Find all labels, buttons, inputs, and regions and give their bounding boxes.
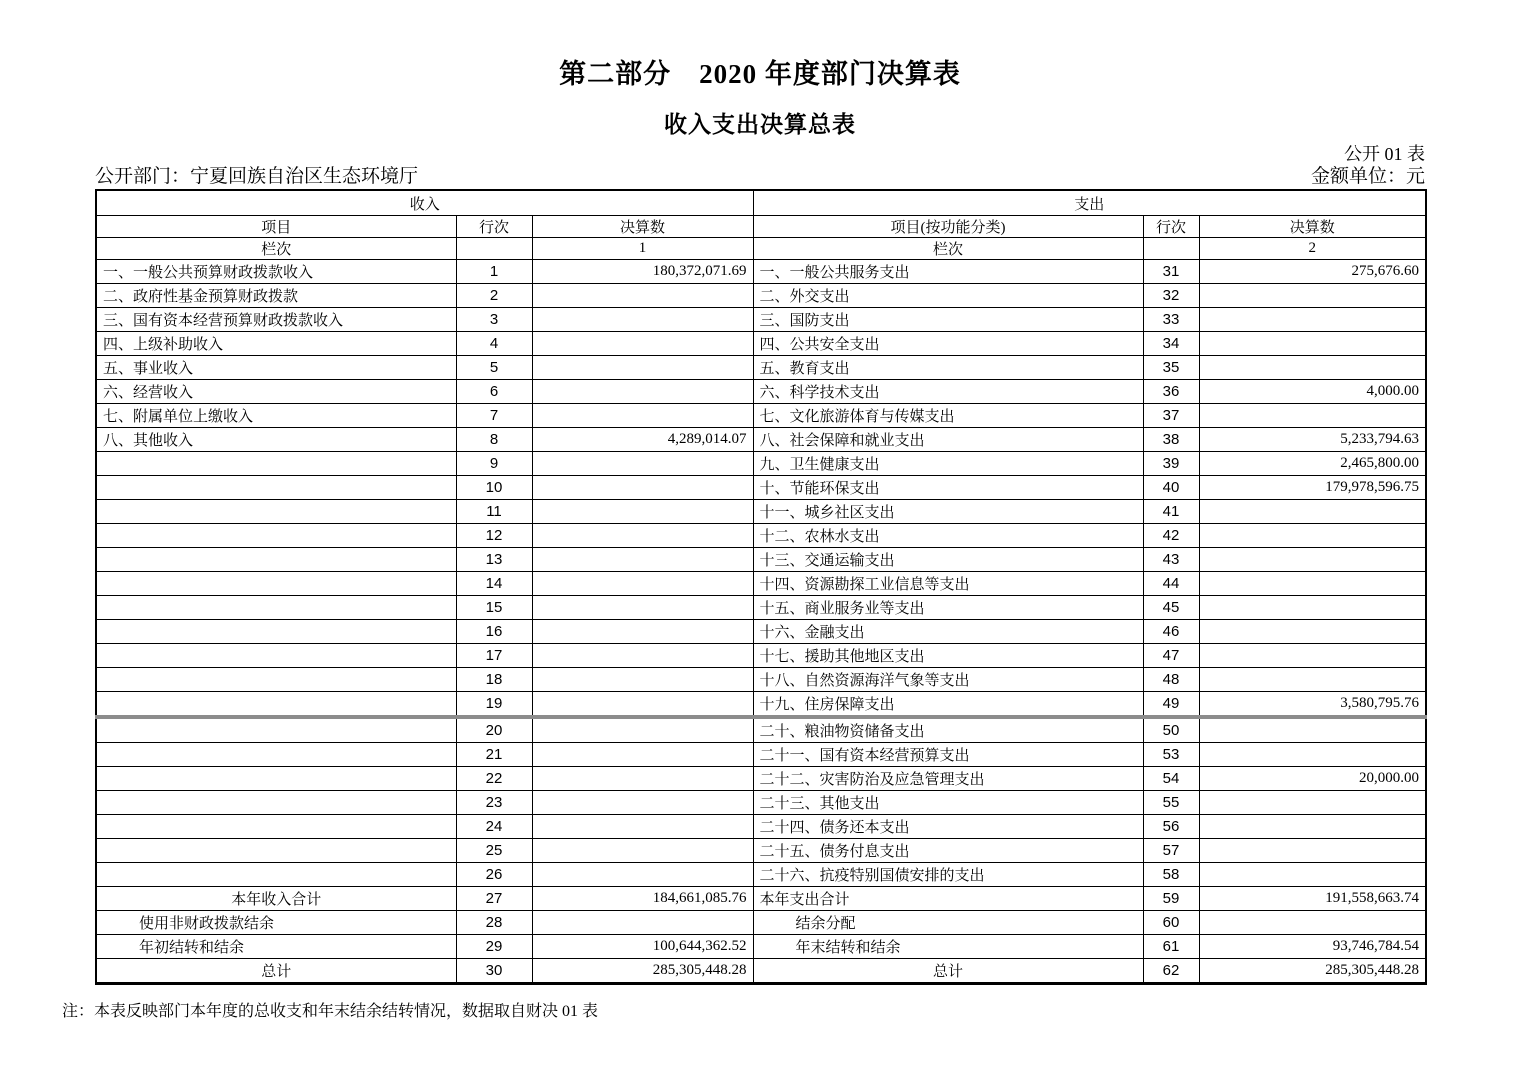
right-item-cell: 十、节能环保支出 [753, 476, 1143, 500]
left-value-cell [532, 620, 753, 644]
left-value-cell [532, 596, 753, 620]
right-value-cell: 20,000.00 [1199, 767, 1426, 791]
right-line-cell: 31 [1143, 260, 1199, 284]
right-line-cell: 37 [1143, 404, 1199, 428]
department-label: 公开部门：宁夏回族自治区生态环境厅 [95, 166, 419, 187]
left-line-cell: 11 [456, 500, 532, 524]
col-header-amount-2: 决算数 [1199, 216, 1426, 238]
right-item-cell: 二十二、灾害防治及应急管理支出 [753, 767, 1143, 791]
left-item-cell [96, 596, 456, 620]
col-header-item: 项目 [96, 216, 456, 238]
table-row [96, 356, 1426, 380]
left-item-cell [96, 863, 456, 887]
table-row [96, 644, 1426, 668]
left-value-cell [532, 500, 753, 524]
right-item-cell: 总计 [753, 959, 1143, 984]
table-row [96, 596, 1426, 620]
right-value-cell: 3,580,795.76 [1199, 692, 1426, 718]
left-item-cell: 总计 [96, 959, 456, 984]
right-item-cell: 十三、交通运输支出 [753, 548, 1143, 572]
right-value-cell [1199, 548, 1426, 572]
col-header-amount: 决算数 [532, 216, 753, 238]
table-row [96, 767, 1426, 791]
left-value-cell [532, 476, 753, 500]
right-line-cell: 60 [1143, 911, 1199, 935]
table-body [96, 260, 1426, 984]
left-item-cell [96, 791, 456, 815]
right-value-cell [1199, 839, 1426, 863]
left-line-cell: 18 [456, 668, 532, 692]
left-item-cell: 六、经营收入 [96, 380, 456, 404]
col-header-line-no: 行次 [456, 216, 532, 238]
right-value-cell [1199, 284, 1426, 308]
left-item-cell: 七、附属单位上缴收入 [96, 404, 456, 428]
column-header-row [96, 216, 1426, 238]
left-value-cell [532, 404, 753, 428]
left-line-cell: 15 [456, 596, 532, 620]
left-line-cell: 24 [456, 815, 532, 839]
right-item-cell: 八、社会保障和就业支出 [753, 428, 1143, 452]
left-value-cell [532, 284, 753, 308]
right-value-cell: 179,978,596.75 [1199, 476, 1426, 500]
left-value-cell [532, 839, 753, 863]
left-item-cell [96, 717, 456, 743]
unit-label: 金额单位：元 [1310, 166, 1425, 187]
right-line-cell: 47 [1143, 644, 1199, 668]
col-index-label: 栏次 [96, 238, 456, 260]
col-header-item-func: 项目(按功能分类) [753, 216, 1143, 238]
right-line-cell: 38 [1143, 428, 1199, 452]
left-line-cell: 23 [456, 791, 532, 815]
right-item-cell: 十一、城乡社区支出 [753, 500, 1143, 524]
right-value-cell [1199, 524, 1426, 548]
right-line-cell: 56 [1143, 815, 1199, 839]
left-line-cell: 19 [456, 692, 532, 718]
left-value-cell: 100,644,362.52 [532, 935, 753, 959]
left-line-cell: 7 [456, 404, 532, 428]
left-item-cell [96, 476, 456, 500]
right-line-cell: 44 [1143, 572, 1199, 596]
left-item-cell [96, 452, 456, 476]
left-line-cell: 20 [456, 717, 532, 743]
right-line-cell: 62 [1143, 959, 1199, 984]
right-line-cell: 59 [1143, 887, 1199, 911]
right-item-cell: 四、公共安全支出 [753, 332, 1143, 356]
right-item-cell: 十六、金融支出 [753, 620, 1143, 644]
right-value-cell [1199, 620, 1426, 644]
right-line-cell: 55 [1143, 791, 1199, 815]
left-value-cell [532, 572, 753, 596]
table-row [96, 404, 1426, 428]
table-row [96, 428, 1426, 452]
footnote: 注：本表反映部门本年度的总收支和年末结余结转情况，数据取自财决 01 表 [62, 1003, 599, 1020]
left-line-cell: 26 [456, 863, 532, 887]
left-value-cell [532, 548, 753, 572]
left-value-cell: 180,372,071.69 [532, 260, 753, 284]
right-line-cell: 50 [1143, 717, 1199, 743]
right-item-cell: 十八、自然资源海洋气象等支出 [753, 668, 1143, 692]
left-item-cell [96, 620, 456, 644]
left-line-cell: 22 [456, 767, 532, 791]
right-line-cell: 33 [1143, 308, 1199, 332]
left-line-cell: 30 [456, 959, 532, 984]
left-item-cell: 一、一般公共预算财政拨款收入 [96, 260, 456, 284]
left-value-cell [532, 692, 753, 718]
left-item-cell [96, 644, 456, 668]
left-line-cell: 9 [456, 452, 532, 476]
right-line-cell: 57 [1143, 839, 1199, 863]
left-item-cell: 使用非财政拨款结余 [96, 911, 456, 935]
right-value-cell: 191,558,663.74 [1199, 887, 1426, 911]
table-row [96, 284, 1426, 308]
right-item-cell: 三、国防支出 [753, 308, 1143, 332]
left-line-cell: 10 [456, 476, 532, 500]
left-line-cell: 3 [456, 308, 532, 332]
col-index-label-2: 栏次 [753, 238, 1143, 260]
right-item-cell: 本年支出合计 [753, 887, 1143, 911]
left-line-cell: 25 [456, 839, 532, 863]
right-value-cell [1199, 596, 1426, 620]
right-value-cell [1199, 717, 1426, 743]
right-line-cell: 35 [1143, 356, 1199, 380]
table-row [96, 452, 1426, 476]
left-value-cell [532, 717, 753, 743]
left-value-cell: 184,661,085.76 [532, 887, 753, 911]
right-item-cell: 九、卫生健康支出 [753, 452, 1143, 476]
meta-row [95, 165, 1425, 189]
left-value-cell [532, 815, 753, 839]
right-item-cell: 十九、住房保障支出 [753, 692, 1143, 718]
left-value-cell [532, 911, 753, 935]
expenditure-col-index: 2 [1199, 238, 1426, 260]
left-value-cell [532, 308, 753, 332]
left-line-cell: 1 [456, 260, 532, 284]
col-header-line-no-2: 行次 [1143, 216, 1199, 238]
left-line-cell: 13 [456, 548, 532, 572]
left-line-cell: 17 [456, 644, 532, 668]
left-item-cell [96, 743, 456, 767]
left-item-cell: 八、其他收入 [96, 428, 456, 452]
right-value-cell [1199, 668, 1426, 692]
table-row [96, 260, 1426, 284]
left-item-cell [96, 767, 456, 791]
table-row [96, 692, 1426, 718]
right-value-cell [1199, 356, 1426, 380]
left-line-cell: 5 [456, 356, 532, 380]
table-row [96, 668, 1426, 692]
column-index-row [96, 238, 1426, 260]
right-item-cell: 五、教育支出 [753, 356, 1143, 380]
left-value-cell: 285,305,448.28 [532, 959, 753, 984]
right-value-cell [1199, 863, 1426, 887]
left-value-cell [532, 356, 753, 380]
left-item-cell: 五、事业收入 [96, 356, 456, 380]
left-item-cell [96, 524, 456, 548]
right-item-cell: 二十、粮油物资储备支出 [753, 717, 1143, 743]
right-line-cell: 49 [1143, 692, 1199, 718]
left-line-cell: 21 [456, 743, 532, 767]
table-header [96, 190, 1426, 260]
right-value-cell [1199, 743, 1426, 767]
left-item-cell [96, 839, 456, 863]
right-line-cell: 58 [1143, 863, 1199, 887]
right-item-cell: 六、科学技术支出 [753, 380, 1143, 404]
right-item-cell: 二十四、债务还本支出 [753, 815, 1143, 839]
left-item-cell [96, 572, 456, 596]
left-value-cell [532, 863, 753, 887]
left-item-cell: 本年收入合计 [96, 887, 456, 911]
right-value-cell [1199, 308, 1426, 332]
right-line-cell: 53 [1143, 743, 1199, 767]
right-item-cell: 二十三、其他支出 [753, 791, 1143, 815]
table-row [96, 500, 1426, 524]
table-title: 收入支出决算总表 [664, 112, 856, 137]
right-value-cell: 2,465,800.00 [1199, 452, 1426, 476]
table-row [96, 911, 1426, 935]
table-row [96, 887, 1426, 911]
right-value-cell [1199, 644, 1426, 668]
right-line-cell: 36 [1143, 380, 1199, 404]
document-title: 第二部分 2020 年度部门决算表 [559, 59, 961, 89]
left-value-cell [532, 644, 753, 668]
right-item-cell: 十七、援助其他地区支出 [753, 644, 1143, 668]
right-line-cell: 40 [1143, 476, 1199, 500]
right-value-cell: 5,233,794.63 [1199, 428, 1426, 452]
table-row [96, 476, 1426, 500]
right-line-cell: 41 [1143, 500, 1199, 524]
right-value-cell: 275,676.60 [1199, 260, 1426, 284]
income-section-header: 收入 [96, 190, 753, 216]
left-line-cell: 6 [456, 380, 532, 404]
table-code: 公开 01 表 [1344, 144, 1425, 164]
left-item-cell: 四、上级补助收入 [96, 332, 456, 356]
left-line-cell: 28 [456, 911, 532, 935]
left-value-cell: 4,289,014.07 [532, 428, 753, 452]
table-row [96, 332, 1426, 356]
right-value-cell: 4,000.00 [1199, 380, 1426, 404]
right-line-cell: 42 [1143, 524, 1199, 548]
right-value-cell: 285,305,448.28 [1199, 959, 1426, 984]
left-line-cell: 12 [456, 524, 532, 548]
right-item-cell: 十五、商业服务业等支出 [753, 596, 1143, 620]
left-item-cell: 年初结转和结余 [96, 935, 456, 959]
table-row [96, 308, 1426, 332]
right-item-cell: 十二、农林水支出 [753, 524, 1143, 548]
right-item-cell: 二十五、债务付息支出 [753, 839, 1143, 863]
right-line-cell: 54 [1143, 767, 1199, 791]
right-value-cell [1199, 500, 1426, 524]
right-item-cell: 年末结转和结余 [753, 935, 1143, 959]
right-value-cell [1199, 572, 1426, 596]
left-line-cell: 27 [456, 887, 532, 911]
right-item-cell: 二十六、抗疫特别国债安排的支出 [753, 863, 1143, 887]
right-item-cell: 二十一、国有资本经营预算支出 [753, 743, 1143, 767]
table-row [96, 935, 1426, 959]
right-value-cell [1199, 815, 1426, 839]
right-line-cell: 46 [1143, 620, 1199, 644]
col-index-blank [456, 238, 532, 260]
right-value-cell [1199, 332, 1426, 356]
table-row [96, 959, 1426, 984]
left-value-cell [532, 524, 753, 548]
left-item-cell [96, 692, 456, 718]
left-line-cell: 29 [456, 935, 532, 959]
right-value-cell: 93,746,784.54 [1199, 935, 1426, 959]
left-item-cell [96, 500, 456, 524]
right-line-cell: 34 [1143, 332, 1199, 356]
table-row [96, 791, 1426, 815]
left-value-cell [532, 332, 753, 356]
right-line-cell: 32 [1143, 284, 1199, 308]
left-value-cell [532, 791, 753, 815]
right-line-cell: 61 [1143, 935, 1199, 959]
col-index-blank-2 [1143, 238, 1199, 260]
budget-table [95, 189, 1427, 985]
table-row [96, 620, 1426, 644]
right-item-cell: 二、外交支出 [753, 284, 1143, 308]
table-row [96, 380, 1426, 404]
right-value-cell [1199, 404, 1426, 428]
right-item-cell: 十四、资源勘探工业信息等支出 [753, 572, 1143, 596]
table-row [96, 815, 1426, 839]
right-item-cell: 一、一般公共服务支出 [753, 260, 1143, 284]
section-header-row [96, 190, 1426, 216]
left-line-cell: 16 [456, 620, 532, 644]
table-row [96, 548, 1426, 572]
right-value-cell [1199, 791, 1426, 815]
right-line-cell: 43 [1143, 548, 1199, 572]
table-row [96, 743, 1426, 767]
left-line-cell: 8 [456, 428, 532, 452]
left-item-cell [96, 668, 456, 692]
left-line-cell: 2 [456, 284, 532, 308]
left-item-cell: 三、国有资本经营预算财政拨款收入 [96, 308, 456, 332]
table-row [96, 839, 1426, 863]
left-item-cell [96, 815, 456, 839]
right-line-cell: 48 [1143, 668, 1199, 692]
table-row [96, 524, 1426, 548]
table-row [96, 863, 1426, 887]
left-value-cell [532, 380, 753, 404]
left-value-cell [532, 743, 753, 767]
left-value-cell [532, 668, 753, 692]
expenditure-section-header: 支出 [753, 190, 1426, 216]
right-item-cell: 七、文化旅游体育与传媒支出 [753, 404, 1143, 428]
right-item-cell: 结余分配 [753, 911, 1143, 935]
left-item-cell [96, 548, 456, 572]
left-item-cell: 二、政府性基金预算财政拨款 [96, 284, 456, 308]
left-line-cell: 4 [456, 332, 532, 356]
right-value-cell [1199, 911, 1426, 935]
left-line-cell: 14 [456, 572, 532, 596]
right-line-cell: 39 [1143, 452, 1199, 476]
table-row [96, 717, 1426, 743]
left-value-cell [532, 452, 753, 476]
table-row [96, 572, 1426, 596]
income-col-index: 1 [532, 238, 753, 260]
left-value-cell [532, 767, 753, 791]
right-line-cell: 45 [1143, 596, 1199, 620]
